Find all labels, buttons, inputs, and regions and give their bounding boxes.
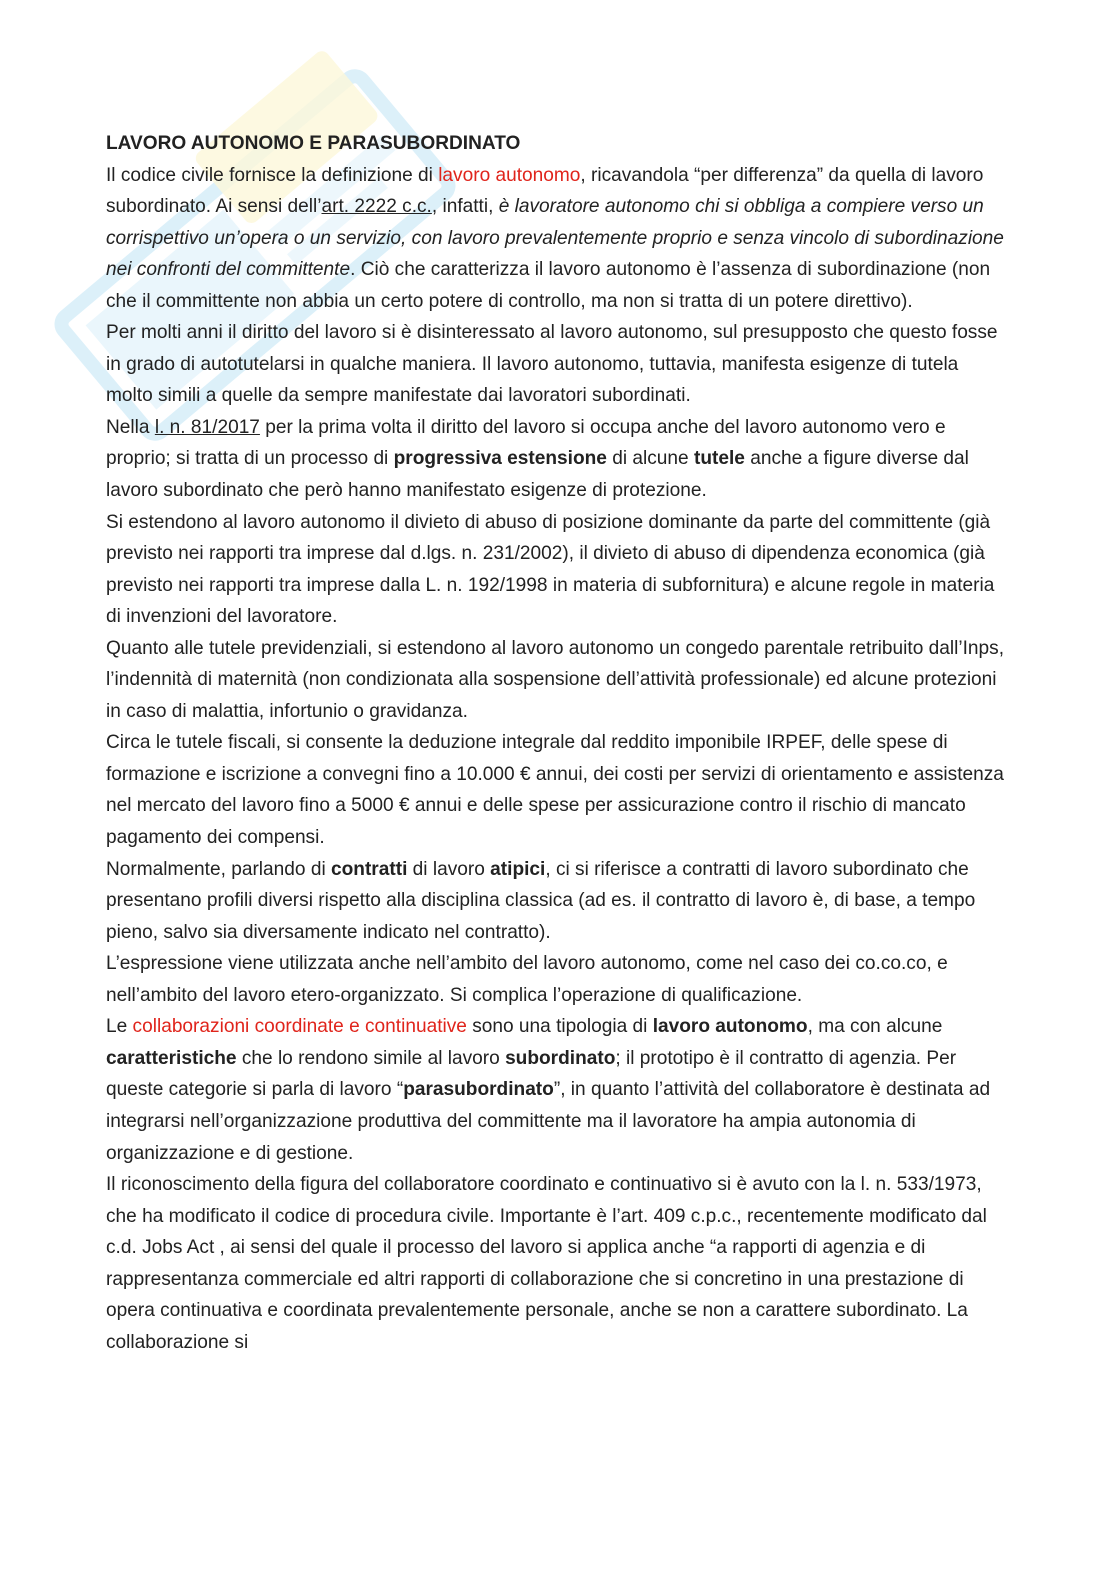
text-span: Il codice civile fornisce la definizione di (106, 164, 439, 186)
paragraph-diritto-lavoro: Per molti anni il diritto del lavoro si è disinteressato al lavoro autonomo, sul presupposto che questo fosse in grado di autotutelarsi in qualche maniera. Il lavoro autonomo, tuttavia, manifesta esigenze di tutela molto simili a quelle da sempre manifestate dai lavoratori subordinati. (106, 322, 998, 407)
bold-tutele: tutele (693, 448, 745, 470)
paragraph-riconoscimento: Il riconoscimento della figura del collaboratore coordinato e continuativo si è avuto con la l. n. 533/1973, che ha modificato il codice di procedura civile. Importante è l’art. 409 c.p.c., recentemente modificato dal c.d. Jobs Act , ai sensi del quale il processo del lavoro si applica anche “a rapporti di agenzia e di rappresentanza commerciale ed altri rapporti di collaborazione che si concretino in una prestazione di opera continuativa e coordinata prevalentemente personale, anche se non a carattere subordinato. La collaborazione si (106, 1174, 987, 1353)
text-span: , ricavandola “per differenza” da quella di lavoro subordinato. Ai sensi dell’ (106, 164, 984, 218)
paragraph-tutele-fiscali: Circa le tutele fiscali, si consente la deduzione integrale dal reddito imponibile IRPEF, delle spese di formazione e iscrizione a convegni fino a 10.000 € annui, dei costi per servizi di orientamento e assistenza nel mercato del lavoro fino a 5000 € annui e delle spese per assicurazione contro il rischio di mancato pagamento dei compensi. (106, 732, 1004, 849)
bold-contratti: contratti (331, 858, 408, 880)
link-legge-81-2017[interactable]: l. n. 81/2017 (154, 416, 260, 438)
text-span: , infatti, (431, 196, 499, 218)
text-span: ”, in quanto l’attività del collaboratore è destinata ad integrarsi nell’organizzazione produttiva del committente ma il lavoratore ha ampia autonomia di organizzazione e di gestione. (106, 1079, 991, 1164)
paragraph-legge-81-2017 (106, 412, 1006, 507)
paragraph-divieti: Si estendono al lavoro autonomo il divieto di abuso di posizione dominante da parte del committente (già previsto nei rapporti tra imprese dal d.lgs. n. 231/2002), il divieto di abuso di dipendenza economica (già previsto nei rapporti tra imprese dalla L. n. 192/1998 in materia di subfornitura) e alcune regole in materia di invenzioni del lavoratore. (106, 511, 995, 628)
paragraph-lavoro-autonomo-definizione (106, 160, 1006, 318)
text-span: Normalmente, parlando di (106, 858, 331, 880)
text-span: Le (106, 1016, 133, 1038)
text-span: sono una tipologia di (466, 1016, 653, 1038)
text-span: di alcune (606, 448, 694, 470)
document-title: LAVORO AUTONOMO E PARASUBORDINATO (106, 133, 521, 154)
text-span: . Ciò che caratterizza il lavoro autonomo è l’assenza di subordinazione (non che il committente non abbia un certo potere di controllo, ma non si tratta di un potere direttivo). (106, 259, 991, 312)
link-art-2222[interactable]: art. 2222 c.c. (321, 196, 432, 218)
bold-progressiva-estensione: progressiva estensione (393, 448, 607, 470)
bold-subordinato: subordinato (505, 1047, 616, 1069)
text-span: anche a figure diverse dal lavoro subordinato che però hanno manifestato esigenze di protezione. (106, 448, 969, 502)
text-span: , ci si riferisce a contratti di lavoro subordinato che presentano profili diversi rispetto alla disciplina classica (ad es. il contratto di lavoro è, di base, a tempo pieno, salvo sia diversamente indicato nel contratto). (106, 858, 976, 943)
text-span: per la prima volta il diritto del lavoro si occupa anche del lavoro autonomo vero e proprio; si tratta di un processo di (106, 416, 946, 470)
paragraph-espressione: L’espressione viene utilizzata anche nell’ambito del lavoro autonomo, come nel caso dei co.co.co, e nell’ambito del lavoro etero-organizzato. Si complica l’operazione di qualificazione. (106, 953, 948, 1006)
bold-lavoro-autonomo: lavoro autonomo (652, 1016, 808, 1038)
text-span: ; il prototipo è il contratto di agenzia. Per queste categorie si parla di lavoro “ (106, 1047, 957, 1101)
bold-parasubordinato: parasubordinato (403, 1079, 554, 1101)
bold-atipici: atipici (490, 858, 546, 880)
text-span: , ma con alcune (807, 1016, 943, 1038)
text-span: che lo rendono simile al lavoro (236, 1047, 506, 1069)
highlight-collaborazioni: collaborazioni coordinate e continuative (132, 1016, 467, 1038)
text-span: Nella (106, 416, 155, 438)
paragraph-tutele-previdenziali: Quanto alle tutele previdenziali, si estendono al lavoro autonomo un congedo parentale retribuito dall’Inps, l’indennità di maternità (non condizionata alla sospensione dell’attività professionale) ed alcune protezioni in caso di malattia, infortunio o gravidanza. (106, 637, 1004, 722)
bold-caratteristiche: caratteristiche (106, 1047, 237, 1069)
italic-definition: è lavoratore autonomo chi si obbliga a compiere verso un corrispettivo un’opera o un servizio, con lavoro prevalentemente proprio e senza vincolo di subordinazione nei confronti del committente (106, 196, 1004, 281)
paragraph-collaborazioni (106, 1011, 1006, 1169)
text-span: di lavoro (407, 858, 491, 880)
highlight-lavoro-autonomo: lavoro autonomo (438, 164, 581, 186)
document-body (106, 128, 1006, 1358)
paragraph-contratti-atipici (106, 854, 1006, 949)
